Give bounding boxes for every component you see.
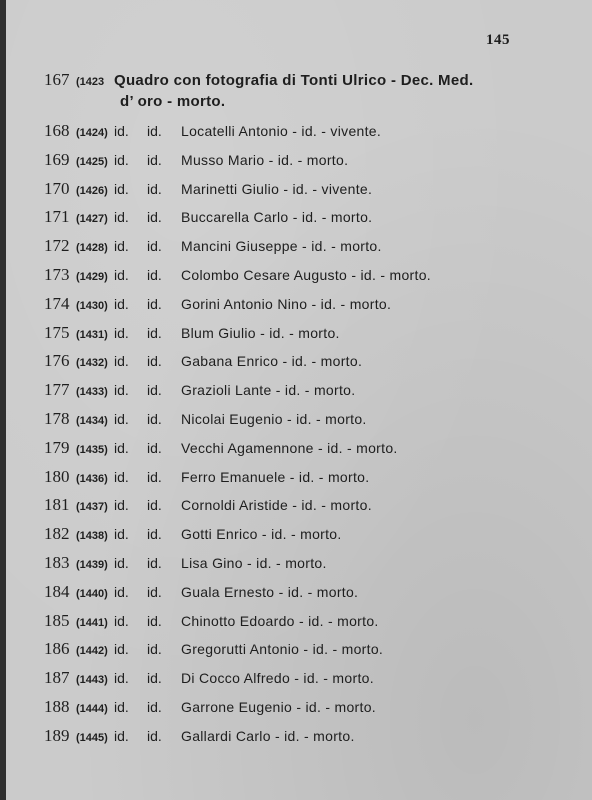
entry-number: 189 — [44, 725, 70, 745]
entry-text: Cornoldi Aristide - id. - morto. — [181, 497, 372, 514]
entry-id-column-1: id. — [114, 151, 129, 168]
list-item — [44, 409, 544, 438]
entry-number: 168 — [44, 121, 70, 140]
entry-id-column-2: id. — [147, 698, 162, 715]
entry-id-column-1: id. — [114, 670, 129, 687]
entry-id-column-2: id. — [147, 670, 162, 687]
entry-sub-number: (1429) — [76, 270, 108, 283]
entry-id-column-2: id. — [147, 151, 162, 168]
entry-number: 182 — [44, 524, 70, 544]
list-item — [44, 668, 544, 697]
entry-text: Locatelli Antonio - id. - vivente. — [181, 123, 382, 139]
entry-number: 188 — [44, 696, 70, 716]
entry-text: Lisa Gino - id. - morto. — [181, 554, 327, 571]
entry-sub-number: (1436) — [76, 472, 108, 485]
list-item — [44, 236, 544, 265]
entry-id-column-1: id. — [114, 583, 129, 600]
list-item — [44, 524, 544, 553]
entry-id-column-2: id. — [147, 727, 162, 744]
entry-number: 186 — [44, 639, 70, 659]
entry-sub-number: (1440) — [76, 587, 108, 600]
entry-id-column-2: id. — [147, 266, 162, 283]
entry-id-column-2: id. — [147, 554, 162, 571]
entry-sub-number: (1425) — [76, 155, 108, 168]
entry-sub-number: (1435) — [76, 443, 108, 456]
entry-id-column-1: id. — [114, 123, 129, 139]
list-item — [44, 553, 544, 582]
entry-text: Di Cocco Alfredo - id. - morto. — [181, 670, 374, 687]
entry-text: Gallardi Carlo - id. - morto. — [181, 727, 355, 744]
entry-id-column-1: id. — [114, 727, 129, 744]
entry-id-column-1: id. — [114, 180, 129, 197]
entry-number: 184 — [44, 581, 70, 601]
list-item — [44, 438, 544, 467]
entry-id-column-2: id. — [147, 439, 162, 456]
entry-text: Vecchi Agamennone - id. - morto. — [181, 439, 398, 456]
entry-text: Gregorutti Antonio - id. - morto. — [181, 641, 384, 658]
entry-number: 178 — [44, 408, 70, 428]
entry-id-column-1: id. — [114, 324, 129, 341]
entry-sub-number: (1424) — [76, 127, 108, 139]
entry-id-column-1: id. — [114, 641, 129, 658]
list-item — [44, 697, 544, 726]
entry-id-column-2: id. — [147, 612, 162, 629]
entry-text: Musso Mario - id. - morto. — [181, 151, 349, 168]
entry-id-column-1: id. — [114, 295, 129, 312]
entry-id-column-2: id. — [147, 238, 162, 255]
entry-id-column-1: id. — [114, 382, 129, 399]
entry-id-column-1: id. — [114, 439, 129, 456]
entry-id-column-2: id. — [147, 353, 162, 370]
list-item — [44, 582, 544, 611]
entry-id-column-1: id. — [114, 209, 129, 226]
entry-text: Colombo Cesare Augusto - id. - morto. — [181, 266, 431, 283]
entry-id-column-1: id. — [114, 468, 129, 485]
entry-sub-number: (1432) — [76, 357, 108, 370]
list-item — [44, 121, 544, 150]
entry-number: 187 — [44, 668, 70, 688]
entry-text: Blum Giulio - id. - morto. — [181, 324, 340, 341]
entry-text: Gotti Enrico - id. - morto. — [181, 526, 342, 543]
entry-number: 173 — [44, 264, 70, 284]
entry-text: Garrone Eugenio - id. - morto. — [181, 698, 376, 715]
entry-sub-number: (1439) — [76, 558, 108, 571]
entry-id-column-1: id. — [114, 698, 129, 715]
header-entry — [44, 70, 524, 110]
entry-id-column-1: id. — [114, 266, 129, 283]
entry-id-column-1: id. — [114, 238, 129, 255]
entry-id-column-1: id. — [114, 554, 129, 571]
list-item — [44, 639, 544, 668]
entry-id-column-2: id. — [147, 382, 162, 399]
entry-sub-number: (1444) — [76, 702, 108, 715]
entry-number: 169 — [44, 149, 70, 169]
entry-id-column-2: id. — [147, 123, 162, 139]
entry-text: Ferro Emanuele - id. - morto. — [181, 468, 370, 485]
entry-number: 180 — [44, 466, 70, 486]
entry-text: Buccarella Carlo - id. - morto. — [181, 209, 373, 226]
entry-number: 170 — [44, 178, 70, 198]
entry-list — [44, 121, 544, 755]
entry-number: 171 — [44, 207, 70, 227]
entry-id-column-2: id. — [147, 324, 162, 341]
entry-id-column-2: id. — [147, 583, 162, 600]
entry-number: 174 — [44, 293, 70, 313]
list-item — [44, 467, 544, 496]
entry-number: 172 — [44, 236, 70, 256]
list-item — [44, 207, 544, 236]
entry-id-column-2: id. — [147, 641, 162, 658]
entry-id-column-2: id. — [147, 209, 162, 226]
entry-id-column-2: id. — [147, 295, 162, 312]
entry-sub-number: (1442) — [76, 645, 108, 658]
list-item — [44, 495, 544, 524]
entry-text: Gorini Antonio Nino - id. - morto. — [181, 295, 392, 312]
entry-sub-number: (1441) — [76, 616, 108, 629]
entry-number: 177 — [44, 380, 70, 400]
entry-text: Guala Ernesto - id. - morto. — [181, 583, 359, 600]
header-entry-text: Quadro con fotografia di Tonti Ulrico - Dec. Med. — [114, 72, 474, 89]
header-entry-line2: d’ oro - morto. — [120, 93, 226, 110]
list-item — [44, 611, 544, 640]
entry-sub-number: (1427) — [76, 213, 108, 226]
entry-id-column-2: id. — [147, 497, 162, 514]
entry-id-column-1: id. — [114, 526, 129, 543]
entry-id-column-1: id. — [114, 497, 129, 514]
entry-number: 185 — [44, 610, 70, 630]
entry-number: 167 — [44, 70, 70, 89]
list-item — [44, 179, 544, 208]
entry-sub-number: (1428) — [76, 242, 108, 255]
entry-sub-number: (1437) — [76, 501, 108, 514]
entry-id-column-1: id. — [114, 612, 129, 629]
entry-sub-number: (1438) — [76, 530, 108, 543]
entry-sub-number: (1430) — [76, 299, 108, 312]
entry-number: 181 — [44, 495, 70, 515]
entry-text: Nicolai Eugenio - id. - morto. — [181, 410, 367, 427]
entry-text: Marinetti Giulio - id. - vivente. — [181, 180, 373, 197]
entry-sub-number: (1434) — [76, 414, 108, 427]
entry-id-column-2: id. — [147, 526, 162, 543]
header-entry-line1 — [44, 70, 524, 90]
entry-sub-number: (1426) — [76, 184, 108, 197]
entry-sub-number: (1423 — [76, 76, 105, 88]
entry-id-column-2: id. — [147, 410, 162, 427]
list-item — [44, 323, 544, 352]
entry-text: Grazioli Lante - id. - morto. — [181, 382, 356, 399]
entry-number: 179 — [44, 437, 70, 457]
entry-id-column-2: id. — [147, 180, 162, 197]
entry-number: 175 — [44, 322, 70, 342]
list-item — [44, 265, 544, 294]
entry-sub-number: (1445) — [76, 731, 108, 744]
list-item — [44, 294, 544, 323]
entry-text: Mancini Giuseppe - id. - morto. — [181, 238, 382, 255]
list-item — [44, 351, 544, 380]
entry-sub-number: (1443) — [76, 674, 108, 687]
entry-number: 183 — [44, 552, 70, 572]
entry-text: Chinotto Edoardo - id. - morto. — [181, 612, 379, 629]
entry-number: 176 — [44, 351, 70, 371]
document-page — [6, 0, 592, 800]
entry-id-column-1: id. — [114, 410, 129, 427]
page-number: 145 — [486, 32, 510, 48]
entry-text: Gabana Enrico - id. - morto. — [181, 353, 363, 370]
list-item — [44, 726, 544, 755]
entry-id-column-2: id. — [147, 468, 162, 485]
list-item — [44, 380, 544, 409]
entry-sub-number: (1433) — [76, 386, 108, 399]
list-item — [44, 150, 544, 179]
entry-sub-number: (1431) — [76, 328, 108, 341]
entry-id-column-1: id. — [114, 353, 129, 370]
